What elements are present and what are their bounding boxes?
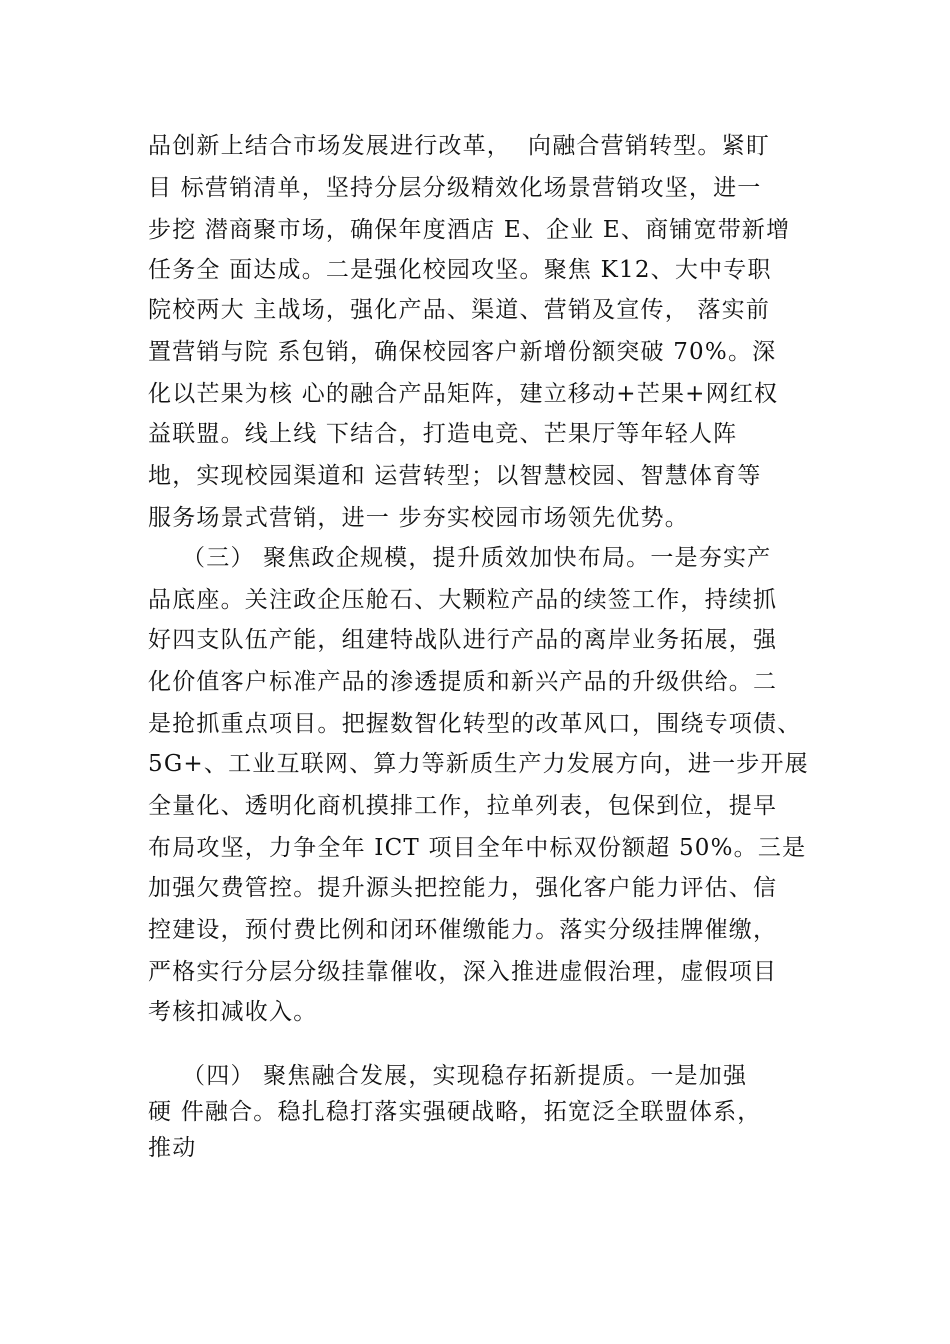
- text-line: 考核扣减收入。: [148, 999, 318, 1025]
- text-line: 好四支队伍产能，组建特战队进行产品的离岸业务拓展，强: [148, 627, 778, 653]
- text-line: 服务场景式营销，进一 步夯实校园市场领先优势。: [148, 505, 689, 531]
- text-line: 加强欠费管控。提升源头把控能力，强化客户能力评估、信: [148, 875, 778, 901]
- text-line: 品底座。关注政企压舱石、大颗粒产品的续签工作，持续抓: [148, 587, 778, 613]
- text-line: 严格实行分层分级挂靠催收，深入推进虚假治理，虚假项目: [148, 959, 778, 985]
- text-line: 目 标营销清单，坚持分层分级精效化场景营销攻坚，进一: [148, 175, 762, 201]
- text-line: （四） 聚焦融合发展，实现稳存拓新提质。一是加强: [148, 1063, 748, 1089]
- text-line: （三） 聚焦政企规模，提升质效加快布局。一是夯实产: [148, 545, 772, 571]
- text-line: 化价值客户标准产品的渗透提质和新兴产品的升级供给。二: [148, 669, 778, 695]
- text-line: 品创新上结合市场发展进行改革， 向融合营销转型。紧盯: [148, 133, 771, 159]
- text-line: 院校两大 主战场，强化产品、渠道、营销及宣传， 落实前: [148, 297, 771, 323]
- text-line: 硬 件融合。稳扎稳打落实强硬战略，拓宽泛全联盟体系，: [148, 1099, 762, 1125]
- text-line: 化以芒果为核 心的融合产品矩阵，建立移动+芒果+网红权: [148, 381, 779, 407]
- text-line: 益联盟。线上线 下结合，打造电竞、芒果厅等年轻人阵: [148, 421, 738, 447]
- text-line: 步挖 潜商聚市场，确保年度酒店 E、企业 E、商铺宽带新增: [148, 217, 791, 243]
- text-line: 地，实现校园渠道和 运营转型；以智慧校园、智慧体育等: [148, 463, 762, 489]
- text-line: 布局攻坚，力争全年 ICT 项目全年中标双份额超 50%。三是: [148, 835, 807, 861]
- text-line: 任务全 面达成。二是强化校园攻坚。聚焦 K12、大中专职: [148, 257, 772, 283]
- text-line: 控建设，预付费比例和闭环催缴能力。落实分级挂牌催缴，: [148, 917, 778, 943]
- text-line: 推动: [148, 1135, 197, 1161]
- text-line: 是抢抓重点项目。把握数智化转型的改革风口，围绕专项债、: [148, 711, 802, 737]
- text-line: 置营销与院 系包销，确保校园客户新增份额突破 70%。深: [148, 339, 777, 365]
- text-line: 全量化、透明化商机摸排工作，拉单列表，包保到位，提早: [148, 793, 778, 819]
- text-line: 5G+、工业互联网、算力等新质生产力发展方向，进一步开展: [148, 751, 809, 777]
